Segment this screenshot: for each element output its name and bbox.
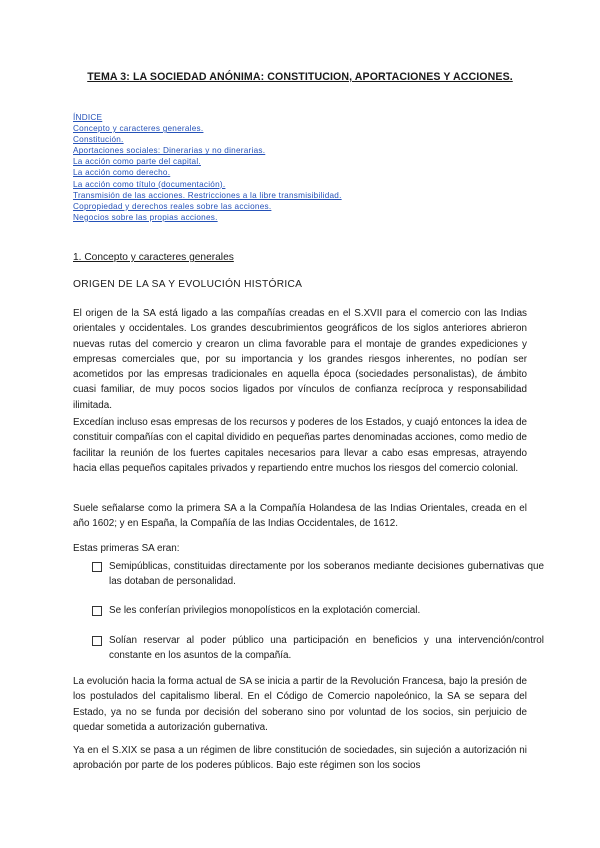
checkbox-icon bbox=[92, 562, 102, 572]
list-item bbox=[92, 603, 544, 618]
list-item-text: Se les conferían privilegios monopolísticos en la explotación comercial. bbox=[109, 605, 421, 616]
paragraph-origin: El origen de la SA está ligado a las compañías creadas en el S.XVII para el comercio con las Indias orientales y occidentales. Los grandes descubrimientos geográficos de los siglos anteriores abrieron nuevas rutas del comercio y crearon un clima favorable para el montaje de grandes expediciones y empresas comerciales que, por su importancia y los grandes riesgos inherentes, no podían ser acometidos por las empresas tradicionales en aquella época (sociedades personalistas), de ámbito cuasi familiar, de muy pocos socios ligados por vínculos de confianza recíproca y responsabilidad ilimitada. bbox=[73, 308, 527, 411]
subheading: ORIGEN DE LA SA Y EVOLUCIÓN HISTÓRICA bbox=[73, 279, 303, 290]
toc-link-transmision[interactable]: Transmisión de las acciones. Restricciones a la libre transmisibilidad. bbox=[73, 190, 342, 200]
toc-link-aportaciones[interactable]: Aportaciones sociales: Dinerarias y no dinerarias. bbox=[73, 146, 266, 156]
toc-link-negocios[interactable]: Negocios sobre las propias acciones. bbox=[73, 212, 218, 222]
paragraph-primera-sa: Suele señalarse como la primera SA a la Compañía Holandesa de las Indias Orientales, creada en el año 1602; y en España, la Compañía de las Indias Occidentales, de 1612. bbox=[73, 503, 527, 530]
document-title: TEMA 3: LA SOCIEDAD ANÓNIMA: CONSTITUCION, APORTACIONES Y ACCIONES. bbox=[87, 71, 513, 83]
paragraph-excedian: Excedían incluso esas empresas de los recursos y poderes de los Estados, y cuajó entonces la idea de constituir compañías con el capital dividido en pequeñas partes denominadas acciones, como medio de facilitar la reunión de los fuertes capitales necesarios para llevar a cabo esas empresas, atrayendo hacia ellas pequeños capitales privados y repartiendo entre muchos los riesgos del comercio colonial. bbox=[73, 417, 527, 474]
toc-link-accion-capital[interactable]: La acción como parte del capital. bbox=[73, 157, 201, 167]
checkbox-icon bbox=[92, 636, 102, 646]
checkbox-icon bbox=[92, 606, 102, 616]
toc-link-constitucion[interactable]: Constitución. bbox=[73, 135, 124, 145]
toc-link-accion-titulo[interactable]: La acción como título (documentación). bbox=[73, 179, 226, 189]
list-item-text: Semipúblicas, constituidas directamente por los soberanos mediante decisiones gubernativas que las dotaban de personalidad. bbox=[109, 561, 544, 588]
toc-link-concepto[interactable]: Concepto y caracteres generales. bbox=[73, 124, 204, 134]
paragraph-evolucion: La evolución hacia la forma actual de SA se inicia a partir de la Revolución Francesa, bajo la presión de los postulados del capitalismo liberal. En el Código de Comercio napoleónico, la SA se separa del Estado, ya no se funda por decisión del soberano sino por voluntad de los socios, sin perjuicio de quedar sometida a autorización gubernativa. bbox=[73, 676, 527, 733]
toc-link-accion-derecho[interactable]: La acción como derecho. bbox=[73, 168, 171, 178]
section-heading: 1. Concepto y caracteres generales bbox=[73, 252, 234, 263]
list-item bbox=[92, 559, 544, 590]
toc-link-copropiedad[interactable]: Copropiedad y derechos reales sobre las acciones. bbox=[73, 201, 272, 211]
list-item-text: Solían reservar al poder público una participación en beneficios y una intervención/control constante en los asuntos de la compañía. bbox=[109, 635, 544, 662]
paragraph-primeras-sa-eran: Estas primeras SA eran: bbox=[73, 543, 180, 554]
table-of-contents bbox=[73, 112, 533, 223]
paragraph-siglo-xix: Ya en el S.XIX se pasa a un régimen de libre constitución de sociedades, sin sujeción a autorización ni aprobación por parte de los poderes públicos. Bajo este régimen son los socios bbox=[73, 745, 527, 772]
list-item bbox=[92, 633, 544, 664]
toc-link-indice[interactable]: ÍNDICE bbox=[73, 113, 103, 122]
